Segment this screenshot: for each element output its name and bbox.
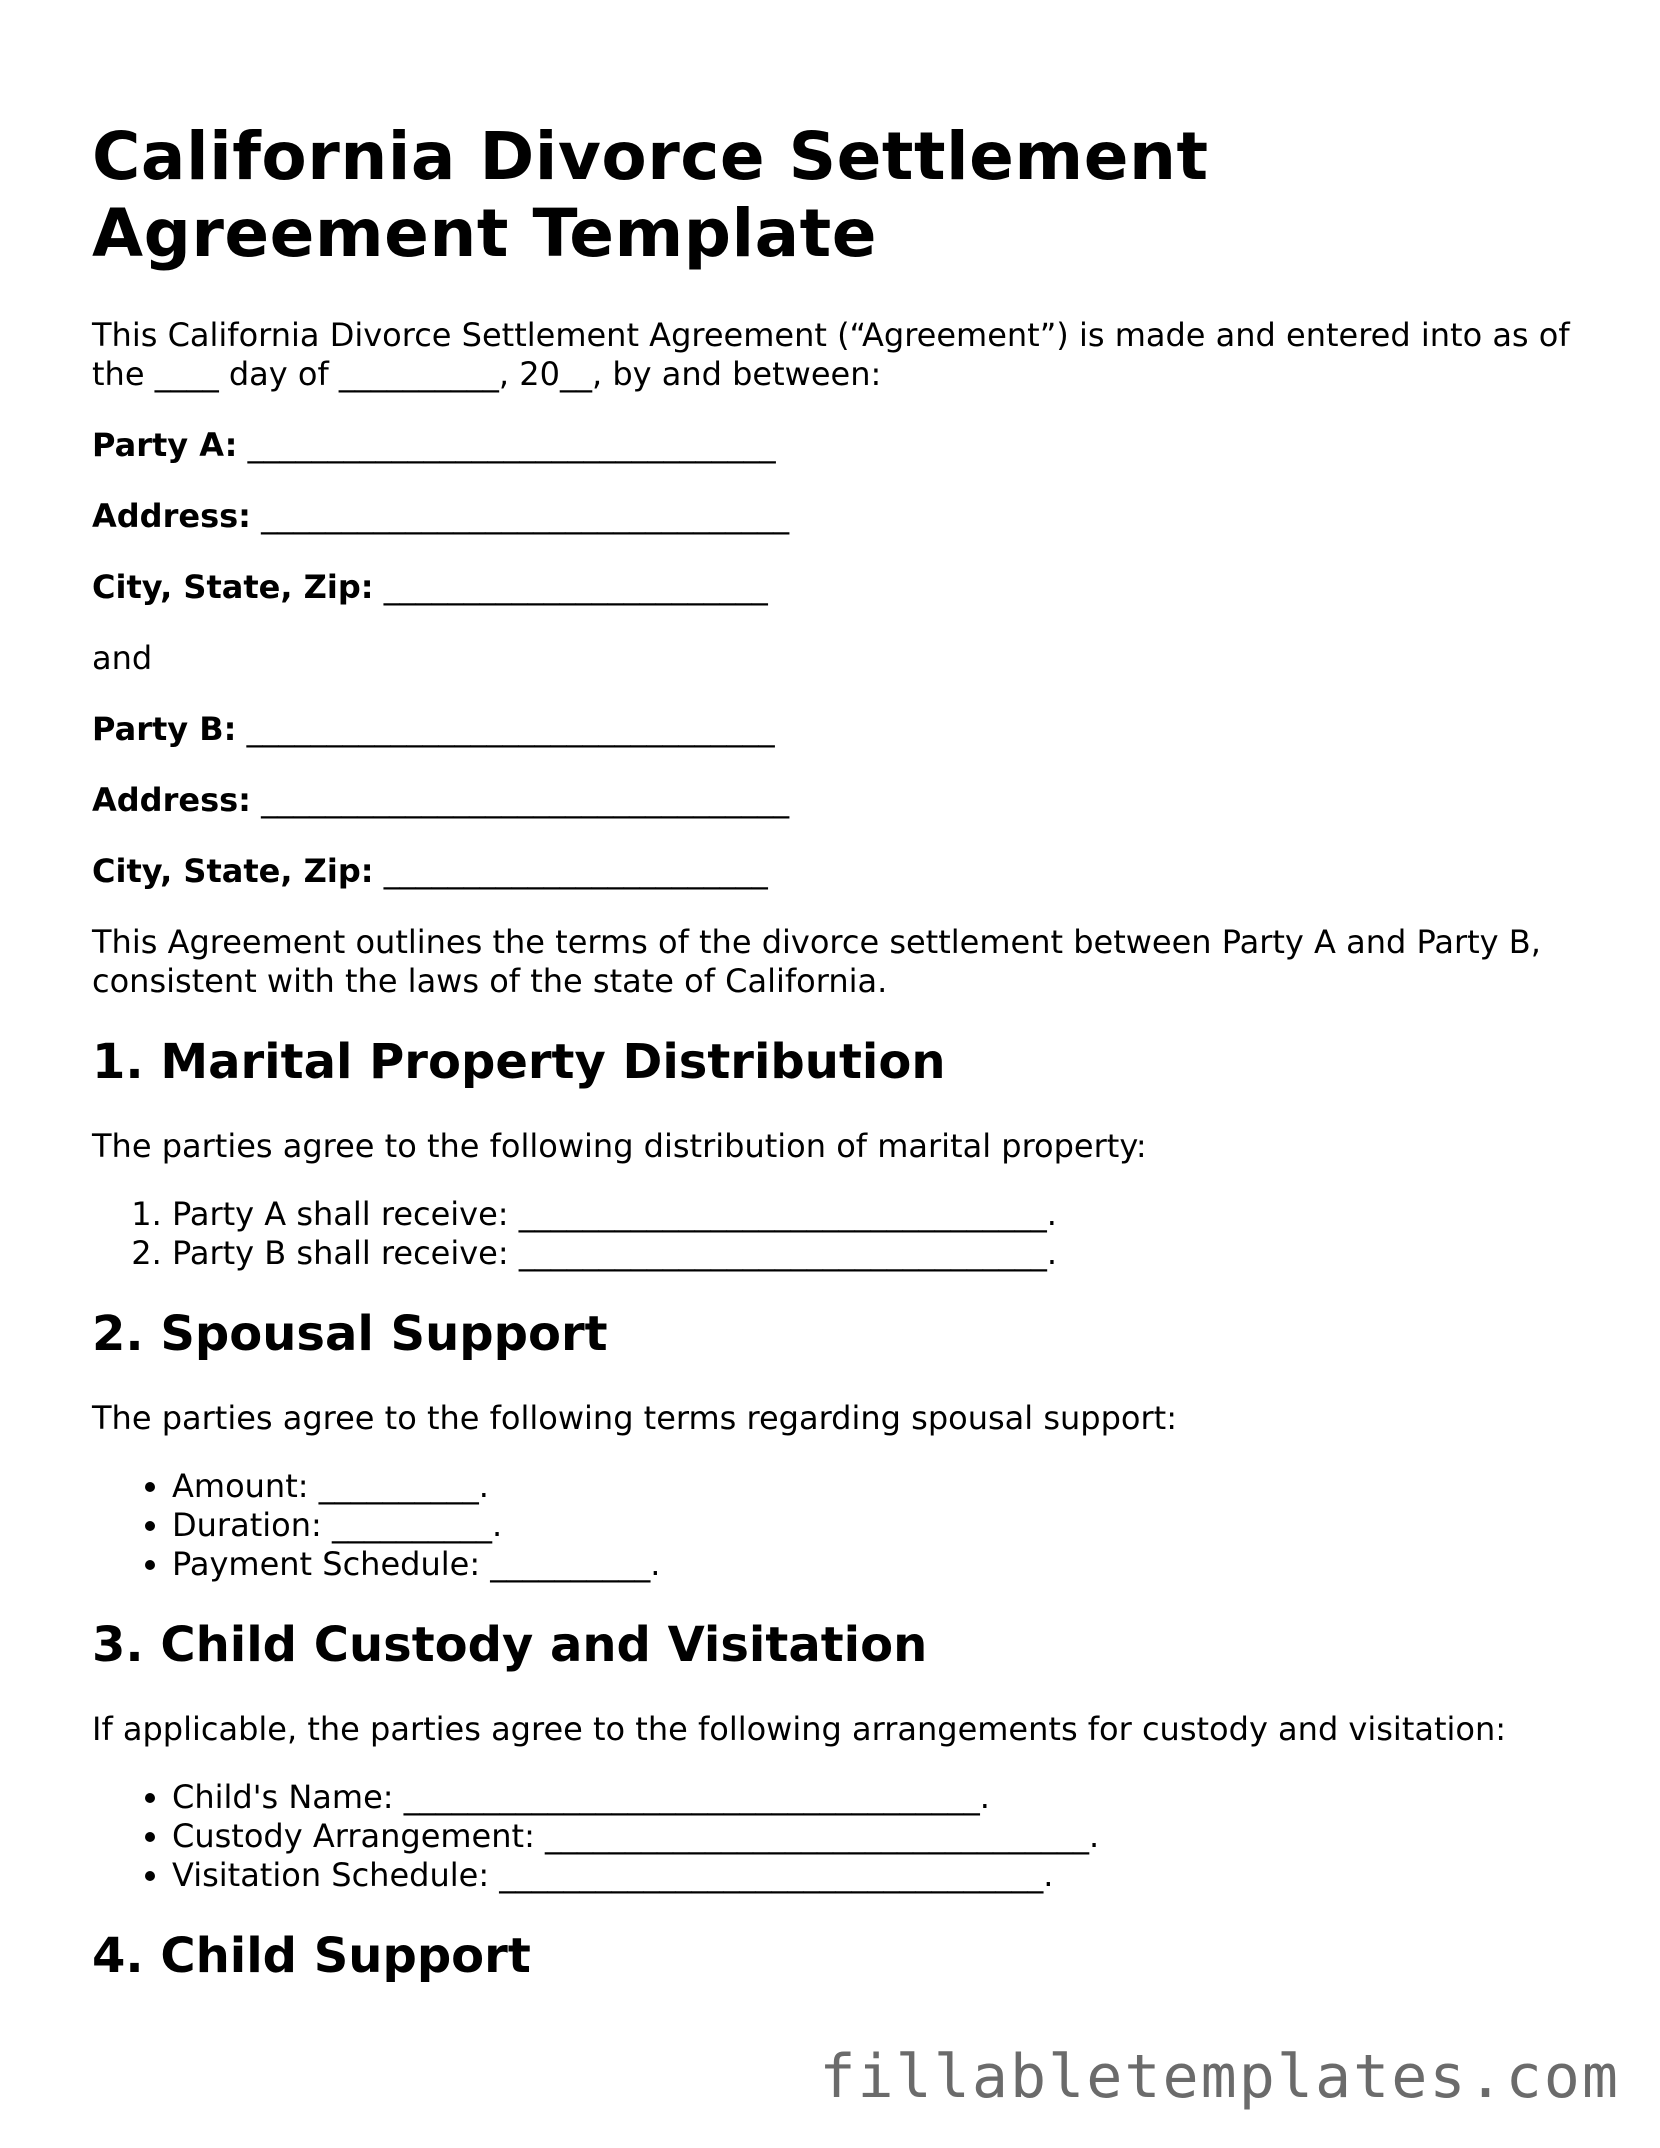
list-item: • Duration: __________. — [172, 1506, 1592, 1545]
section-heading-spousal: 2. Spousal Support — [92, 1306, 608, 1362]
spousal-intro: The parties agree to the following terms regarding spousal support: — [92, 1399, 1177, 1437]
list-item: • Custody Arrangement: __________________________________. — [172, 1817, 1592, 1856]
party-a-name-field — [92, 426, 1592, 465]
section-heading-custody: 3. Child Custody and Visitation — [92, 1617, 928, 1673]
and-text: and — [92, 639, 153, 677]
custody-intro: If applicable, the parties agree to the following arrangements for custody and visitation: — [92, 1710, 1507, 1748]
party-b-city-blank: ________________________ — [373, 852, 768, 890]
party-a-address-field — [92, 497, 1592, 536]
custody-list — [92, 1778, 1592, 1895]
party-a-address-blank: _________________________________ — [250, 497, 790, 535]
party-b-name-field — [92, 710, 1592, 749]
property-list — [92, 1195, 1592, 1273]
intro-paragraph: This California Divorce Settlement Agreement (“Agreement”) is made and entered into as of the ____ day of __________, 20__, by and between: — [92, 316, 1570, 393]
party-b-address-field — [92, 781, 1592, 820]
party-b-city-label: City, State, Zip: — [92, 852, 374, 890]
party-b-address-blank: _________________________________ — [250, 781, 790, 819]
party-a-city-blank: ________________________ — [373, 568, 768, 606]
party-b-city-field — [92, 852, 1592, 891]
party-b-address-label: Address: — [92, 781, 251, 819]
party-b-name-label: Party B: — [92, 710, 237, 748]
document-title: California Divorce Settlement Agreement Template — [92, 118, 1209, 272]
property-intro: The parties agree to the following distribution of marital property: — [92, 1127, 1147, 1165]
section-heading-child-support: 4. Child Support — [92, 1928, 531, 1984]
list-item: • Visitation Schedule: __________________________________. — [172, 1856, 1592, 1895]
party-a-city-field — [92, 568, 1592, 607]
party-a-name-blank: _________________________________ — [237, 426, 776, 464]
party-b-name-blank: _________________________________ — [236, 710, 775, 748]
list-item: 1. Party A shall receive: _________________________________. — [172, 1195, 1592, 1234]
party-a-city-label: City, State, Zip: — [92, 568, 374, 606]
section-heading-property: 1. Marital Property Distribution — [92, 1034, 946, 1090]
watermark: fillabletemplates.com — [819, 2042, 1620, 2112]
closing-paragraph: This Agreement outlines the terms of the divorce settlement between Party A and Party B, consistent with the laws of the state of California. — [92, 923, 1541, 1000]
list-item: 2. Party B shall receive: _________________________________. — [172, 1234, 1592, 1273]
document-page — [92, 118, 1592, 2021]
list-item: • Amount: __________. — [172, 1467, 1592, 1506]
party-a-name-label: Party A: — [92, 426, 238, 464]
spousal-list — [92, 1467, 1592, 1584]
party-a-address-label: Address: — [92, 497, 251, 535]
list-item: • Payment Schedule: __________. — [172, 1545, 1592, 1584]
list-item: • Child's Name: ____________________________________. — [172, 1778, 1592, 1817]
